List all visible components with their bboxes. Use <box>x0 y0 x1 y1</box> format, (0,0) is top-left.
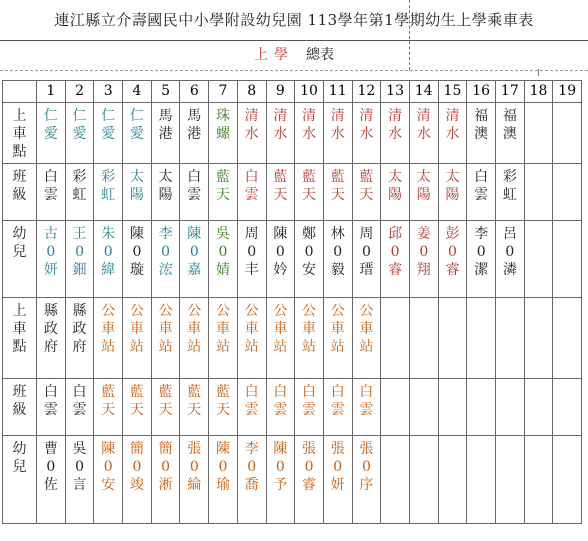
child-name-cell: 彭 0 睿 <box>438 221 467 298</box>
stop-cell: 福 澳 <box>467 103 496 164</box>
column-number: 7 <box>209 81 238 103</box>
column-number: 17 <box>496 81 525 103</box>
stop-cell: 仁 愛 <box>65 103 94 164</box>
stop-cell: 清 水 <box>409 103 438 164</box>
child-name-cell: 張 0 序 <box>352 436 381 524</box>
dashed-divider <box>409 0 410 70</box>
child-name-cell: 林 0 毅 <box>323 221 352 298</box>
stop-cell <box>524 298 553 379</box>
class-cell: 藍 天 <box>352 164 381 221</box>
child-name-cell <box>409 436 438 524</box>
stop-cell: 仁 愛 <box>123 103 152 164</box>
class-cell: 藍 天 <box>295 164 324 221</box>
column-number: 2 <box>65 81 94 103</box>
stop-cell <box>409 298 438 379</box>
child-name-cell: 陳 0 予 <box>266 436 295 524</box>
subtitle <box>0 40 588 70</box>
class-cell: 白 雲 <box>65 379 94 436</box>
stop-cell: 公 車 站 <box>266 298 295 379</box>
stop-cell: 公 車 站 <box>94 298 123 379</box>
column-number: 10 <box>295 81 324 103</box>
stop-cell: 縣 政 府 <box>37 298 66 379</box>
class-cell: 白 雲 <box>295 379 324 436</box>
class-cell: 白 雲 <box>352 379 381 436</box>
stop-cell: 仁 愛 <box>94 103 123 164</box>
class-cell: 太 陽 <box>381 164 410 221</box>
class-cell: 白 雲 <box>237 379 266 436</box>
class-cell <box>381 379 410 436</box>
child-name-cell <box>524 436 553 524</box>
stop-cell: 公 車 站 <box>209 298 238 379</box>
class-cell: 藍 天 <box>209 164 238 221</box>
section2-child-row <box>3 436 582 524</box>
column-number: 12 <box>352 81 381 103</box>
stop-cell <box>496 298 525 379</box>
stop-cell: 馬 港 <box>180 103 209 164</box>
column-number: 19 <box>553 81 582 103</box>
class-cell <box>438 379 467 436</box>
child-name-cell: 吳 0 婧 <box>209 221 238 298</box>
stop-cell: 清 水 <box>323 103 352 164</box>
row-label-child: 幼 兒 <box>3 436 37 524</box>
stop-cell: 縣 政 府 <box>65 298 94 379</box>
class-cell: 彩 虹 <box>65 164 94 221</box>
class-cell <box>553 164 582 221</box>
stop-cell: 清 水 <box>266 103 295 164</box>
class-cell: 太 陽 <box>438 164 467 221</box>
row-label-class: 班 級 <box>3 379 37 436</box>
child-name-cell: 陳 0 妗 <box>266 221 295 298</box>
class-cell <box>496 379 525 436</box>
column-number: 6 <box>180 81 209 103</box>
class-cell: 白 雲 <box>467 164 496 221</box>
child-name-cell <box>381 436 410 524</box>
child-name-cell <box>467 436 496 524</box>
class-cell: 彩 虹 <box>94 164 123 221</box>
child-name-cell: 姜 0 翔 <box>409 221 438 298</box>
child-name-cell: 李 0 浤 <box>151 221 180 298</box>
section2-class-row <box>3 379 582 436</box>
stop-cell: 公 車 站 <box>180 298 209 379</box>
stop-cell: 公 車 站 <box>323 298 352 379</box>
class-cell: 太 陽 <box>151 164 180 221</box>
child-name-cell: 張 0 綸 <box>180 436 209 524</box>
child-name-cell: 王 0 鈿 <box>65 221 94 298</box>
class-cell: 藍 天 <box>94 379 123 436</box>
subtitle-highlight: 上學 <box>254 47 294 63</box>
child-name-cell: 李 0 喬 <box>237 436 266 524</box>
class-cell: 藍 天 <box>209 379 238 436</box>
child-name-cell: 呂 0 潾 <box>496 221 525 298</box>
child-name-cell: 周 0 丰 <box>237 221 266 298</box>
section1-child-row <box>3 221 582 298</box>
section1-class-row <box>3 164 582 221</box>
stop-cell <box>524 103 553 164</box>
class-cell: 白 雲 <box>180 164 209 221</box>
class-cell: 白 雲 <box>266 379 295 436</box>
child-name-cell: 簡 0 竣 <box>123 436 152 524</box>
column-number: 9 <box>266 81 295 103</box>
class-cell: 白 雲 <box>37 164 66 221</box>
stop-cell: 馬 港 <box>151 103 180 164</box>
column-number: 15 <box>438 81 467 103</box>
class-cell: 藍 天 <box>151 379 180 436</box>
class-cell: 太 陽 <box>123 164 152 221</box>
row-label-stop: 上 車 點 <box>3 103 37 164</box>
stop-cell: 福 澳 <box>496 103 525 164</box>
class-cell: 白 雲 <box>237 164 266 221</box>
class-cell: 藍 天 <box>123 379 152 436</box>
class-cell <box>524 164 553 221</box>
child-name-cell <box>553 221 582 298</box>
column-number: 16 <box>467 81 496 103</box>
child-name-cell: 朱 0 緯 <box>94 221 123 298</box>
class-cell <box>524 379 553 436</box>
child-name-cell <box>438 436 467 524</box>
child-name-cell: 邱 0 睿 <box>381 221 410 298</box>
column-number: 13 <box>381 81 410 103</box>
class-cell: 藍 天 <box>266 164 295 221</box>
corner-cell <box>3 81 37 103</box>
column-number: 11 <box>323 81 352 103</box>
row-label-stop: 上 車 點 <box>3 298 37 379</box>
child-name-cell: 簡 0 淅 <box>151 436 180 524</box>
subtitle-rest: 總表 <box>306 47 334 63</box>
class-cell <box>409 379 438 436</box>
stop-cell: 公 車 站 <box>352 298 381 379</box>
column-number: 8 <box>237 81 266 103</box>
stop-cell: 清 水 <box>381 103 410 164</box>
class-cell <box>467 379 496 436</box>
stop-cell: 公 車 站 <box>237 298 266 379</box>
stop-cell: 珠 螺 <box>209 103 238 164</box>
child-name-cell <box>524 221 553 298</box>
child-name-cell <box>496 436 525 524</box>
stop-cell <box>553 103 582 164</box>
class-cell: 太 陽 <box>409 164 438 221</box>
stop-cell: 仁 愛 <box>37 103 66 164</box>
child-name-cell: 吳 0 言 <box>65 436 94 524</box>
child-name-cell: 古 0 妍 <box>37 221 66 298</box>
tick-mark <box>538 69 539 76</box>
stop-cell: 清 水 <box>438 103 467 164</box>
class-cell: 白 雲 <box>323 379 352 436</box>
class-cell: 彩 虹 <box>496 164 525 221</box>
section2-stop-row <box>3 298 582 379</box>
class-cell <box>553 379 582 436</box>
stop-cell: 清 水 <box>352 103 381 164</box>
stop-cell: 公 車 站 <box>151 298 180 379</box>
class-cell: 白 雲 <box>37 379 66 436</box>
stop-cell <box>438 298 467 379</box>
bus-schedule-table <box>2 80 582 524</box>
child-name-cell: 曹 0 佐 <box>37 436 66 524</box>
stop-cell <box>553 298 582 379</box>
stop-cell: 公 車 站 <box>123 298 152 379</box>
child-name-cell: 周 0 瑨 <box>352 221 381 298</box>
class-cell: 藍 天 <box>323 164 352 221</box>
child-name-cell: 陳 0 安 <box>94 436 123 524</box>
column-number: 5 <box>151 81 180 103</box>
child-name-cell: 陳 0 瑜 <box>209 436 238 524</box>
column-number: 4 <box>123 81 152 103</box>
section1-stop-row <box>3 103 582 164</box>
column-header-row <box>3 81 582 103</box>
child-name-cell: 陳 0 璇 <box>123 221 152 298</box>
row-label-class: 班 級 <box>3 164 37 221</box>
column-number: 1 <box>37 81 66 103</box>
child-name-cell: 李 0 潔 <box>467 221 496 298</box>
column-number: 18 <box>524 81 553 103</box>
child-name-cell: 陳 0 嘉 <box>180 221 209 298</box>
stop-cell: 清 水 <box>295 103 324 164</box>
stop-cell <box>467 298 496 379</box>
child-name-cell: 張 0 睿 <box>295 436 324 524</box>
column-number: 3 <box>94 81 123 103</box>
column-number: 14 <box>409 81 438 103</box>
class-cell: 藍 天 <box>180 379 209 436</box>
row-label-child: 幼 兒 <box>3 221 37 298</box>
stop-cell: 清 水 <box>237 103 266 164</box>
child-name-cell: 張 0 妍 <box>323 436 352 524</box>
child-name-cell <box>553 436 582 524</box>
stop-cell <box>381 298 410 379</box>
child-name-cell: 鄭 0 安 <box>295 221 324 298</box>
page-title: 連江縣立介壽國民中小學附設幼兒園 113學年第1學期幼生上學乘車表 <box>0 0 588 41</box>
stop-cell: 公 車 站 <box>295 298 324 379</box>
dashed-rule <box>0 70 588 71</box>
